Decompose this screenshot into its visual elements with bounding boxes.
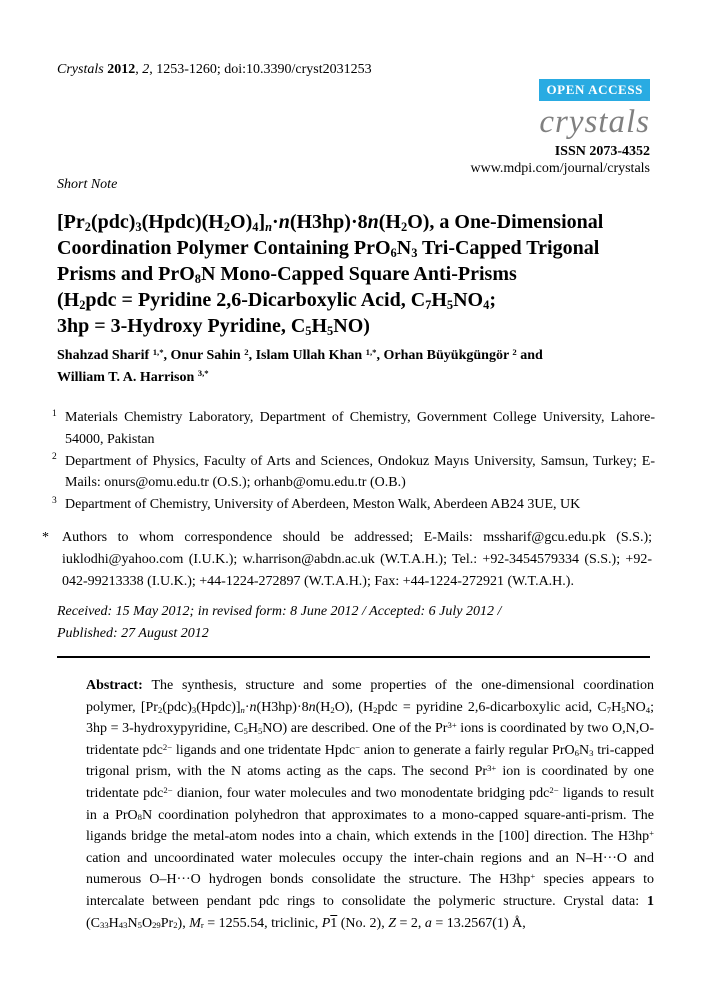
article-dates: Received: 15 May 2012; in revised form: 8 June 2012 / Accepted: 6 July 2012 / Published: 27 August 2012 [57,604,502,641]
journal-url: www.mdpi.com/journal/crystals [470,161,650,176]
correspondence-text: Authors to whom correspondence should be addressed; E-Mails: mssharif@gcu.edu.pk (S.S.); iuklodhi@yahoo.com (I.U.K.); w.harrison@abdn.ac.uk (W.T.A.H.); Tel.: +92-3454579334 (S.S.); +92-042-99213338 (I.U.K.); +44-1224-272897 (W.T.A.H.); Fax: +44-1224-272921 (W.T.A.H.). [62,530,652,589]
correspondence-asterisk: * [42,530,49,545]
affiliation-number: 1 [52,408,57,419]
abstract-paragraph: Abstract: The synthesis, structure and some properties of the one-dimensional coordination polymer, [Pr2(pdc)3(Hpdc)]n·n(H3hp)·8n(H2O), (H2pdc = pyridine 2,6-dicarboxylic acid, C7H5NO4; 3hp = 3-hydroxypyridine, C5H5NO) are described. One of the $Pr^{3+}$ ions is coordinated by two O,N,O-tridentate pdc$^{2-}$ ligands and one tridentate Hpdc− anion to generate a fairly regular PrO6N3 tri-capped trigonal prism, with the N atoms acting as the caps. The second $Pr^{3+}$ ion is coordinated by one tridentate pdc$^{2-}$ dianion, four water molecules and two monodentate bridging pdc$^{2-}$ ligands to result in a PrO8N coordination polyhedron that approximates to a mono-capped square-anti-prism. The ligands bridge the metal-atom nodes into a chain, which extends in the [100] direction. The H3hp+ cation and uncoordinated water molecules occupy the inter-chain regions and an N–H···O and numerous O–H···O hydrogen bonds consolidate the structure. The H3hp+ species appears to intercalate between pendant pdc rings to consolidate the polymeric structure. Crystal data: 1 (C33H43N5O29Pr2), Mr = 1255.54, triclinic, P1 (No. 2), Z = 2, a = 13.2567(1) Å, [86,678,655,931]
affiliation-item [52,451,655,495]
affiliation-item [52,494,655,516]
affiliation-list [52,407,655,516]
affiliation-item [52,407,655,451]
issn-text: ISSN 2073-4352 [554,144,650,159]
section-divider [57,656,650,658]
affiliation-number: 3 [52,495,57,506]
journal-logo: crystals [539,104,650,140]
affiliation-number: 2 [52,452,57,463]
masthead [470,79,650,177]
correspondence-note [42,527,652,592]
authors-line: Shahzad Sharif $^{1,*}$, Onur Sahin $^2$, Islam Ullah Khan $^{1,*}$, Orhan Büyükgüngör $^2$ and William T. A. Harrison $^{3,*}$ [57,346,543,385]
affiliation-text: Materials Chemistry Laboratory, Department of Chemistry, Government College University, Lahore-54000, Pakistan [65,410,655,447]
affiliation-text: Department of Physics, Faculty of Arts and Sciences, Ondokuz Mayıs University, Samsun, Turkey; E-Mails: onurs@omu.edu.tr (O.S.); orhanb@omu.edu.tr (O.B.) [65,453,655,491]
affiliation-text: Department of Chemistry, University of Aberdeen, Meston Walk, Aberdeen AB24 3UE, UK [65,497,581,513]
open-access-badge: OPEN ACCESS [539,79,650,101]
article-title: [Pr2(pdc)3(Hpdc)(H2O)4]n·n(H3hp)·8n(H2O), a One-Dimensional Coordination Polymer Containing PrO6N3 Tri-Capped Trigonal Prisms and PrO8N Mono-Capped Square Anti-Prisms (H2pdc = Pyridine 2,6-Dicarboxylic Acid, C7H5NO4; 3hp = 3-Hydroxy Pyridine, C5H5NO) [57,211,604,338]
journal-citation-line: Crystals 2012, 2, 1253-1260; doi:10.3390/cryst2031253 [57,62,372,77]
article-type-label: Short Note [57,177,118,192]
